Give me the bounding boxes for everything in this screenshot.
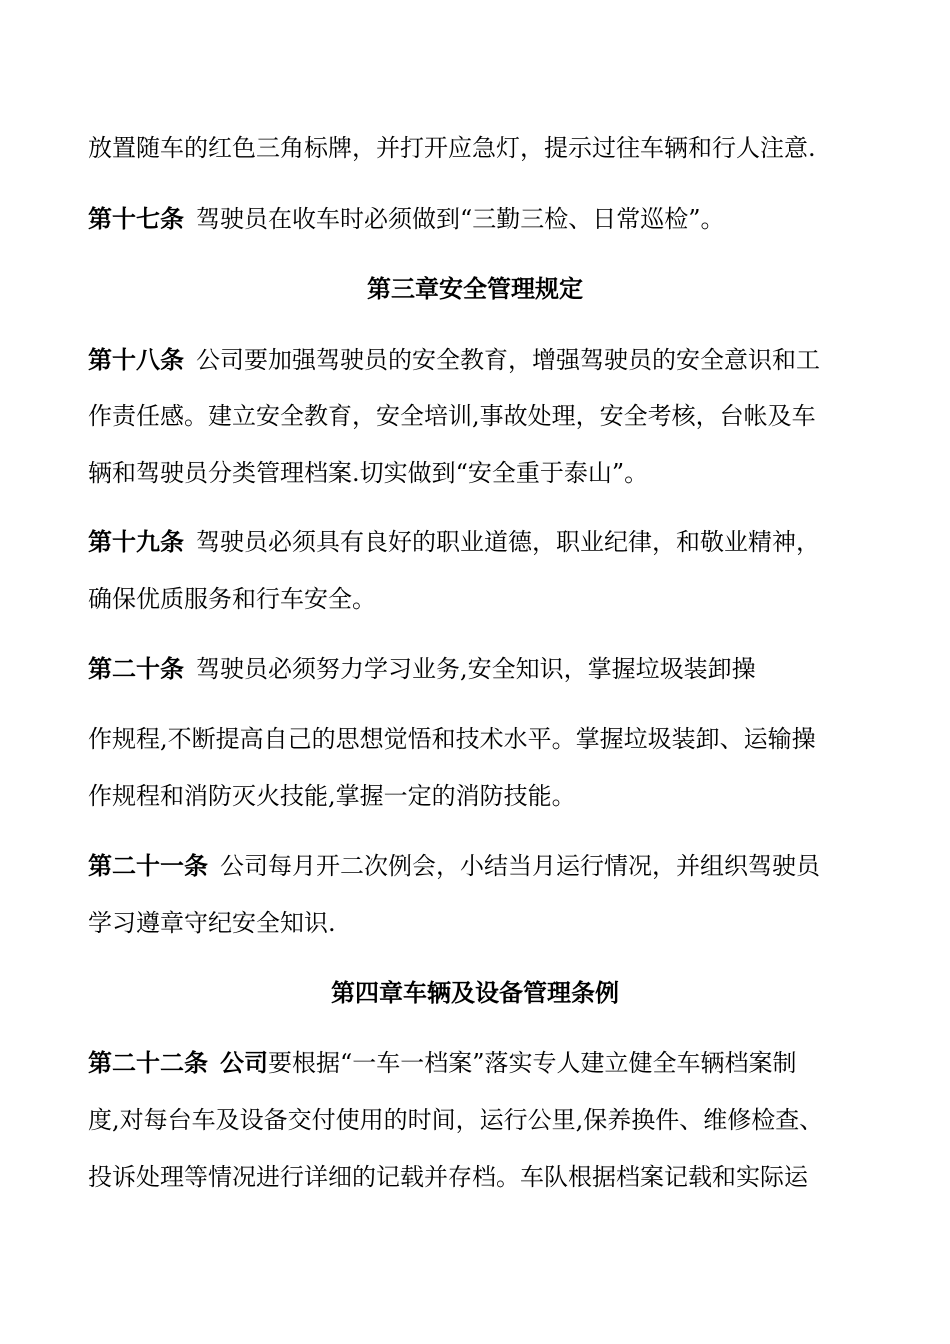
chapter-3-title: 第三章安全管理规定	[367, 275, 583, 303]
paragraph-line	[88, 398, 890, 434]
body-text: 投诉处理等情况进行详细的记载并存档。车队根据档案记载和实际运	[88, 1163, 808, 1191]
paragraph-line	[88, 905, 890, 941]
body-text: 确保优质服务和行车安全。	[88, 585, 376, 613]
body-text: 放置随车的红色三角标牌，并打开应急灯，提示过往车辆和行人注意.	[88, 134, 816, 162]
article-label: 第十九条	[88, 528, 184, 556]
paragraph-line	[88, 721, 890, 757]
article-19	[88, 524, 890, 560]
article-label: 第二十二条	[88, 1049, 208, 1077]
article-label: 第二十一条	[88, 852, 208, 880]
chapter-4-title: 第四章车辆及设备管理条例	[331, 979, 619, 1007]
paragraph-line	[88, 1159, 890, 1195]
article-17	[88, 201, 890, 237]
body-text: 作规程和消防灭火技能,掌握一定的消防技能。	[88, 782, 576, 810]
bold-subject: 公司	[220, 1049, 268, 1077]
paragraph-line	[88, 455, 890, 491]
body-text: 公司要加强驾驶员的安全教育，增强驾驶员的安全意识和工	[196, 346, 820, 374]
body-text: 驾驶员在收车时必须做到“三勤三检、日常巡检”。	[196, 205, 725, 233]
paragraph-line	[88, 581, 890, 617]
body-text: 驾驶员必须努力学习业务,安全知识，掌握垃圾装卸操	[196, 655, 756, 683]
body-text: 辆和驾驶员分类管理档案.切实做到“安全重于泰山”。	[88, 459, 649, 487]
body-text: 驾驶员必须具有良好的职业道德，职业纪律，和敬业精神，	[196, 528, 820, 556]
article-22	[88, 1045, 890, 1081]
article-label: 第二十条	[88, 655, 184, 683]
paragraph-line	[88, 778, 890, 814]
body-text: 要根据“一车一档案”落实专人建立健全车辆档案制	[268, 1049, 797, 1077]
article-18	[88, 342, 890, 378]
body-text: 作规程,不断提高自己的思想觉悟和技术水平。掌握垃圾装卸、运输操	[88, 725, 816, 753]
article-label: 第十七条	[88, 205, 184, 233]
article-20	[88, 651, 890, 687]
body-text: 学习遵章守纪安全知识.	[88, 909, 336, 937]
paragraph-line	[88, 1102, 890, 1138]
article-21	[88, 848, 890, 884]
body-text: 公司每月开二次例会，小结当月运行情况，并组织驾驶员	[220, 852, 820, 880]
body-text: 度,对每台车及设备交付使用的时间，运行公里,保养换件、维修检查、	[88, 1106, 824, 1134]
body-text: 作责任感。建立安全教育，安全培训,事故处理，安全考核，台帐及车	[88, 402, 816, 430]
article-label: 第十八条	[88, 346, 184, 374]
paragraph-line	[88, 130, 890, 166]
